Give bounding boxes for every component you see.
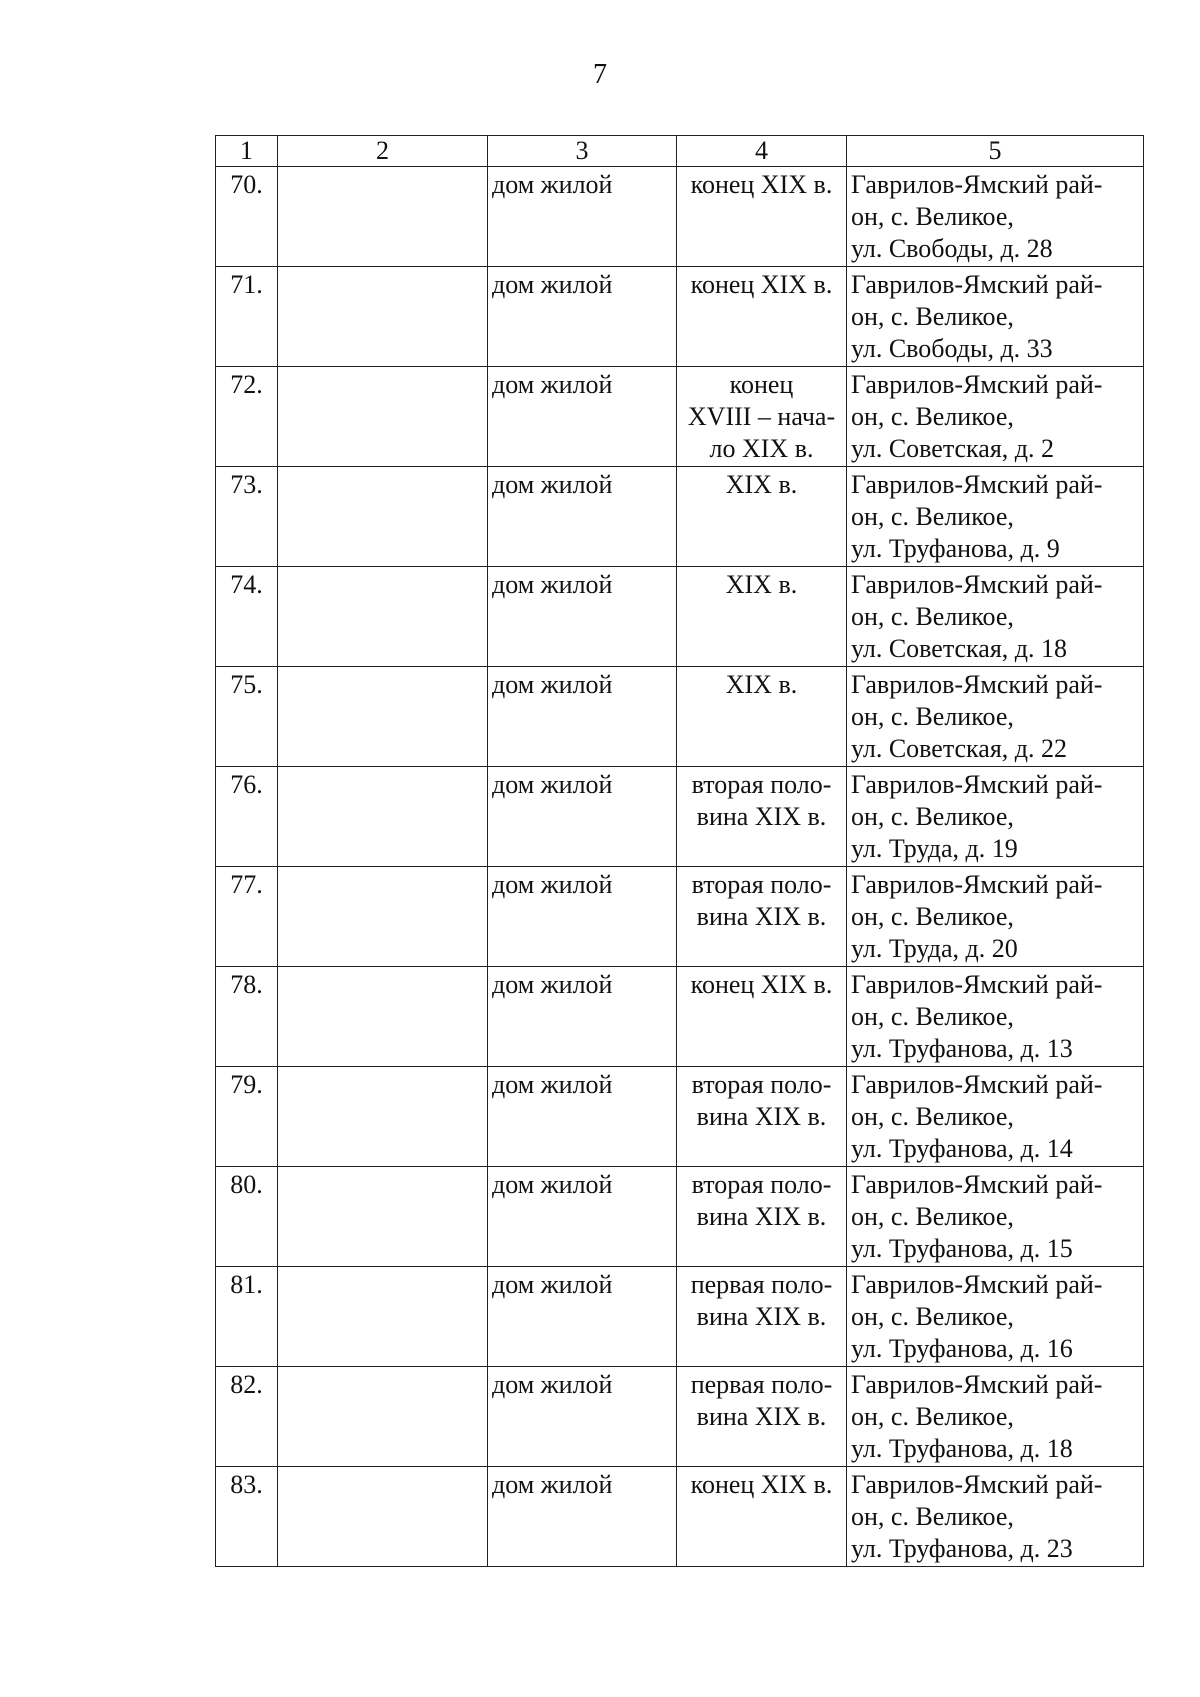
object-type-cell: дом жилой xyxy=(488,1367,677,1467)
address-cell xyxy=(847,667,1144,767)
address-cell xyxy=(847,567,1144,667)
address-cell xyxy=(847,1167,1144,1267)
object-name-cell xyxy=(278,767,488,867)
address-line: Гаврилов-Ямский рай- xyxy=(851,1170,1103,1199)
dating-line: вторая поло- xyxy=(691,870,832,899)
address-line: Гаврилов-Ямский рай- xyxy=(851,570,1103,599)
row-number-cell: 73. xyxy=(216,467,278,567)
object-type-cell: дом жилой xyxy=(488,467,677,567)
address-line: он, с. Великое, xyxy=(851,402,1014,431)
dating-cell xyxy=(677,1167,847,1267)
dating-cell xyxy=(677,767,847,867)
row-number-cell: 82. xyxy=(216,1367,278,1467)
table-row xyxy=(216,767,1144,867)
dating-cell xyxy=(677,267,847,367)
object-type-cell: дом жилой xyxy=(488,167,677,267)
dating-line: конец xyxy=(729,370,794,399)
column-header-4: 4 xyxy=(677,136,847,167)
address-line: он, с. Великое, xyxy=(851,1302,1014,1331)
dating-line: вторая поло- xyxy=(691,770,832,799)
dating-line: первая поло- xyxy=(690,1370,833,1399)
address-cell xyxy=(847,167,1144,267)
row-number-cell: 78. xyxy=(216,967,278,1067)
dating-cell xyxy=(677,567,847,667)
dating-line: первая поло- xyxy=(690,1270,833,1299)
address-line: Гаврилов-Ямский рай- xyxy=(851,1370,1103,1399)
address-line: Гаврилов-Ямский рай- xyxy=(851,270,1103,299)
address-line: он, с. Великое, xyxy=(851,902,1014,931)
object-name-cell xyxy=(278,1067,488,1167)
dating-line: вторая поло- xyxy=(691,1170,832,1199)
dating-cell xyxy=(677,1267,847,1367)
address-line: ул. Труда, д. 19 xyxy=(851,834,1018,863)
address-cell xyxy=(847,467,1144,567)
dating-cell xyxy=(677,867,847,967)
address-line: ул. Труфанова, д. 18 xyxy=(851,1434,1073,1463)
column-header-2: 2 xyxy=(278,136,488,167)
address-cell xyxy=(847,267,1144,367)
dating-line: XIX в. xyxy=(725,670,798,699)
dating-line: конец XIX в. xyxy=(690,1470,833,1499)
address-line: Гаврилов-Ямский рай- xyxy=(851,1070,1103,1099)
row-number-cell: 75. xyxy=(216,667,278,767)
table-row xyxy=(216,267,1144,367)
object-type-cell: дом жилой xyxy=(488,667,677,767)
row-number-cell: 81. xyxy=(216,1267,278,1367)
address-line: Гаврилов-Ямский рай- xyxy=(851,870,1103,899)
object-name-cell xyxy=(278,567,488,667)
table-row xyxy=(216,467,1144,567)
address-line: он, с. Великое, xyxy=(851,1502,1014,1531)
dating-line: XIX в. xyxy=(725,570,798,599)
dating-line: вина XIX в. xyxy=(696,902,827,931)
dating-cell xyxy=(677,1367,847,1467)
page-number: 7 xyxy=(593,59,607,90)
address-line: ул. Труфанова, д. 9 xyxy=(851,534,1060,563)
dating-line: XIX в. xyxy=(725,470,798,499)
object-name-cell xyxy=(278,1167,488,1267)
dating-cell xyxy=(677,467,847,567)
address-line: ул. Труфанова, д. 15 xyxy=(851,1234,1073,1263)
object-type-cell: дом жилой xyxy=(488,767,677,867)
address-line: он, с. Великое, xyxy=(851,802,1014,831)
dating-cell xyxy=(677,367,847,467)
row-number-cell: 70. xyxy=(216,167,278,267)
address-line: Гаврилов-Ямский рай- xyxy=(851,770,1103,799)
row-number-cell: 79. xyxy=(216,1067,278,1167)
object-type-cell: дом жилой xyxy=(488,267,677,367)
row-number-cell: 77. xyxy=(216,867,278,967)
dating-line: вина XIX в. xyxy=(696,1302,827,1331)
table-header xyxy=(216,136,1144,167)
address-line: ул. Труда, д. 20 xyxy=(851,934,1018,963)
dating-line: вина XIX в. xyxy=(696,802,827,831)
address-line: Гаврилов-Ямский рай- xyxy=(851,970,1103,999)
address-line: Гаврилов-Ямский рай- xyxy=(851,670,1103,699)
address-line: он, с. Великое, xyxy=(851,202,1014,231)
object-name-cell xyxy=(278,1467,488,1567)
column-header-5: 5 xyxy=(847,136,1144,167)
column-header-3: 3 xyxy=(488,136,677,167)
dating-cell xyxy=(677,967,847,1067)
address-line: ул. Труфанова, д. 13 xyxy=(851,1034,1073,1063)
object-type-cell: дом жилой xyxy=(488,1167,677,1267)
dating-line: вторая поло- xyxy=(691,1070,832,1099)
address-cell xyxy=(847,1367,1144,1467)
address-line: он, с. Великое, xyxy=(851,1102,1014,1131)
table-row xyxy=(216,1067,1144,1167)
address-line: ул. Труфанова, д. 14 xyxy=(851,1134,1073,1163)
table-row xyxy=(216,367,1144,467)
heritage-objects-table xyxy=(215,135,1144,1567)
object-type-cell: дом жилой xyxy=(488,967,677,1067)
column-header-1: 1 xyxy=(216,136,278,167)
table-row xyxy=(216,867,1144,967)
address-line: Гаврилов-Ямский рай- xyxy=(851,470,1103,499)
address-line: ул. Труфанова, д. 23 xyxy=(851,1534,1073,1563)
object-type-cell: дом жилой xyxy=(488,1467,677,1567)
dating-line: ло XIX в. xyxy=(709,434,814,463)
object-name-cell xyxy=(278,467,488,567)
row-number-cell: 76. xyxy=(216,767,278,867)
object-name-cell xyxy=(278,867,488,967)
address-line: ул. Советская, д. 18 xyxy=(851,634,1068,663)
address-cell xyxy=(847,767,1144,867)
address-line: он, с. Великое, xyxy=(851,302,1014,331)
header-row xyxy=(216,136,1144,167)
dating-line: конец XIX в. xyxy=(690,170,833,199)
address-line: ул. Труфанова, д. 16 xyxy=(851,1334,1073,1363)
table-row xyxy=(216,567,1144,667)
table-row xyxy=(216,167,1144,267)
address-line: Гаврилов-Ямский рай- xyxy=(851,170,1103,199)
address-cell xyxy=(847,1467,1144,1567)
object-type-cell: дом жилой xyxy=(488,867,677,967)
dating-line: конец XIX в. xyxy=(690,270,833,299)
address-cell xyxy=(847,1067,1144,1167)
object-name-cell xyxy=(278,1267,488,1367)
dating-line: XVIII – нача- xyxy=(687,402,836,431)
address-cell xyxy=(847,967,1144,1067)
object-type-cell: дом жилой xyxy=(488,367,677,467)
address-line: он, с. Великое, xyxy=(851,502,1014,531)
table-row xyxy=(216,1467,1144,1567)
table-row xyxy=(216,1367,1144,1467)
address-line: он, с. Великое, xyxy=(851,1402,1014,1431)
address-line: он, с. Великое, xyxy=(851,1002,1014,1031)
row-number-cell: 83. xyxy=(216,1467,278,1567)
table-row xyxy=(216,1167,1144,1267)
dating-cell xyxy=(677,167,847,267)
object-name-cell xyxy=(278,667,488,767)
address-line: ул. Свободы, д. 33 xyxy=(851,334,1053,363)
address-line: он, с. Великое, xyxy=(851,702,1014,731)
table-row xyxy=(216,667,1144,767)
object-type-cell: дом жилой xyxy=(488,1067,677,1167)
table-body xyxy=(216,167,1144,1567)
table-row xyxy=(216,1267,1144,1367)
dating-line: вина XIX в. xyxy=(696,1402,827,1431)
object-name-cell xyxy=(278,167,488,267)
row-number-cell: 80. xyxy=(216,1167,278,1267)
address-cell xyxy=(847,867,1144,967)
address-line: он, с. Великое, xyxy=(851,602,1014,631)
dating-cell xyxy=(677,1067,847,1167)
address-line: ул. Советская, д. 22 xyxy=(851,734,1068,763)
table-row xyxy=(216,967,1144,1067)
address-line: Гаврилов-Ямский рай- xyxy=(851,1270,1103,1299)
row-number-cell: 74. xyxy=(216,567,278,667)
dating-cell xyxy=(677,1467,847,1567)
address-line: Гаврилов-Ямский рай- xyxy=(851,370,1103,399)
row-number-cell: 72. xyxy=(216,367,278,467)
row-number-cell: 71. xyxy=(216,267,278,367)
object-name-cell xyxy=(278,267,488,367)
object-name-cell xyxy=(278,967,488,1067)
dating-line: вина XIX в. xyxy=(696,1102,827,1131)
address-cell xyxy=(847,367,1144,467)
object-type-cell: дом жилой xyxy=(488,1267,677,1367)
address-line: Гаврилов-Ямский рай- xyxy=(851,1470,1103,1499)
dating-line: конец XIX в. xyxy=(690,970,833,999)
address-line: он, с. Великое, xyxy=(851,1202,1014,1231)
object-type-cell: дом жилой xyxy=(488,567,677,667)
object-name-cell xyxy=(278,1367,488,1467)
object-name-cell xyxy=(278,367,488,467)
address-line: ул. Свободы, д. 28 xyxy=(851,234,1053,263)
dating-cell xyxy=(677,667,847,767)
dating-line: вина XIX в. xyxy=(696,1202,827,1231)
address-line: ул. Советская, д. 2 xyxy=(851,434,1055,463)
address-cell xyxy=(847,1267,1144,1367)
